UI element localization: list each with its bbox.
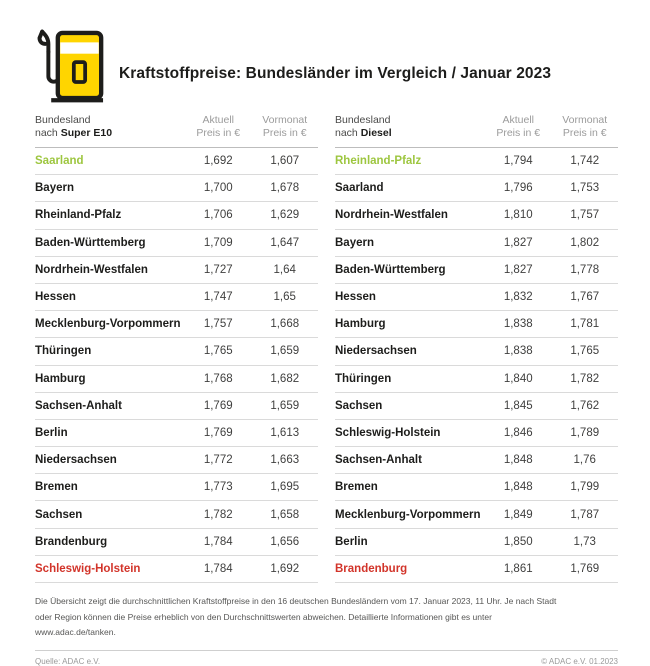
state-name: Schleswig-Holstein <box>35 562 141 575</box>
price-previous: 1,658 <box>270 508 300 521</box>
table-row <box>35 230 318 257</box>
state-name: Bayern <box>335 236 374 249</box>
price-current: 1,782 <box>203 508 233 521</box>
state-name: Baden-Württemberg <box>35 236 146 249</box>
column-header-bundesland <box>35 114 185 140</box>
state-name: Bremen <box>35 481 78 494</box>
header-vormonat: Vormonat <box>262 114 308 126</box>
state-name: Niedersachsen <box>335 345 417 358</box>
table-row <box>335 420 618 447</box>
state-name: Brandenburg <box>335 562 408 575</box>
price-current: 1,706 <box>203 209 233 222</box>
price-previous: 1,695 <box>270 481 300 494</box>
table-row <box>335 447 618 474</box>
price-current: 1,840 <box>503 372 533 385</box>
price-previous: 1,663 <box>270 454 300 467</box>
state-name: Bayern <box>35 182 74 195</box>
state-name: Rheinland-Pfalz <box>335 155 422 168</box>
header-line1: Bundesland <box>35 114 91 126</box>
footnote: Die Übersicht zeigt die durchschnittlichen Kraftstoffpreise in den 16 deutschen Bundesländern vom 17. Januar 2023, 11 Uhr. Je nach Stadt oder Region können die Preise erheblich von den Durchschnittswerten abweichen. Detaillierte Informationen gibt es unter www.adac.de/tanken. <box>35 596 557 637</box>
column-header-vormonat <box>251 114 318 140</box>
price-current: 1,784 <box>203 562 233 575</box>
fuel-type-label: Diesel <box>360 127 392 139</box>
table-header <box>35 114 318 148</box>
table-body <box>335 148 618 583</box>
state-name: Sachsen <box>335 399 383 412</box>
price-current: 1,692 <box>203 155 233 168</box>
table-row <box>335 393 618 420</box>
table-row <box>335 474 618 501</box>
table-row <box>35 529 318 556</box>
state-name: Baden-Württemberg <box>335 263 446 276</box>
header-vormonat-unit: Preis in € <box>562 127 607 139</box>
state-name: Brandenburg <box>35 535 108 548</box>
state-name: Rheinland-Pfalz <box>35 209 122 222</box>
copyright-label: © ADAC e.V. 01.2023 <box>541 656 618 666</box>
price-previous: 1,765 <box>570 345 600 358</box>
state-name: Berlin <box>35 426 68 439</box>
price-table-super-e10 <box>35 114 318 583</box>
price-current: 1,700 <box>203 182 233 195</box>
price-previous: 1,647 <box>270 236 300 249</box>
price-previous: 1,742 <box>570 155 600 168</box>
column-header-aktuell <box>485 114 552 140</box>
price-current: 1,765 <box>203 345 233 358</box>
price-previous: 1,799 <box>570 481 600 494</box>
table-row <box>35 474 318 501</box>
table-row <box>335 338 618 365</box>
page-title: Kraftstoffpreise: Bundesländer im Vergleich / Januar 2023 <box>119 65 552 82</box>
state-name: Schleswig-Holstein <box>335 426 441 439</box>
table-row <box>35 284 318 311</box>
state-name: Saarland <box>35 155 84 168</box>
price-current: 1,796 <box>503 182 533 195</box>
table-row <box>335 230 618 257</box>
table-header <box>335 114 618 148</box>
table-row <box>35 501 318 528</box>
price-previous: 1,659 <box>270 399 300 412</box>
price-current: 1,769 <box>203 399 233 412</box>
table-row <box>335 257 618 284</box>
price-current: 1,861 <box>503 562 533 575</box>
state-name: Sachsen <box>35 508 83 521</box>
price-current: 1,848 <box>503 481 533 494</box>
table-row <box>35 311 318 338</box>
price-table-diesel <box>335 114 618 583</box>
table-row <box>35 202 318 229</box>
price-current: 1,850 <box>503 535 533 548</box>
price-current: 1,832 <box>503 291 533 304</box>
footer-bar <box>35 657 618 666</box>
price-current: 1,757 <box>203 318 233 331</box>
price-previous: 1,692 <box>270 562 300 575</box>
state-name: Hamburg <box>335 318 386 331</box>
table-row <box>335 529 618 556</box>
table-row <box>35 556 318 583</box>
price-previous: 1,778 <box>570 263 600 276</box>
price-current: 1,846 <box>503 426 533 439</box>
state-name: Nordrhein-Westfalen <box>335 209 448 222</box>
price-previous: 1,787 <box>570 508 600 521</box>
price-previous: 1,607 <box>270 155 300 168</box>
table-row <box>335 148 618 175</box>
price-current: 1,709 <box>203 236 233 249</box>
price-previous: 1,64 <box>273 263 296 276</box>
price-current: 1,827 <box>503 263 533 276</box>
state-name: Berlin <box>335 535 368 548</box>
price-previous: 1,757 <box>570 209 600 222</box>
header-line1: Bundesland <box>335 114 391 126</box>
header-line2-prefix: nach <box>335 127 361 139</box>
state-name: Thüringen <box>35 345 92 358</box>
table-row <box>35 338 318 365</box>
state-name: Saarland <box>335 182 384 195</box>
price-previous: 1,73 <box>573 535 596 548</box>
header <box>0 0 650 106</box>
state-name: Hamburg <box>35 372 86 385</box>
table-row <box>35 257 318 284</box>
table-row <box>35 175 318 202</box>
price-current: 1,769 <box>203 426 233 439</box>
column-header-bundesland <box>335 114 485 140</box>
price-previous: 1,668 <box>270 318 300 331</box>
state-name: Sachsen-Anhalt <box>335 454 422 467</box>
state-name: Bremen <box>335 481 378 494</box>
header-aktuell-unit: Preis in € <box>196 127 241 139</box>
table-row <box>35 420 318 447</box>
tables-container <box>35 114 618 583</box>
price-previous: 1,76 <box>573 454 596 467</box>
price-previous: 1,629 <box>270 209 300 222</box>
table-body <box>35 148 318 583</box>
price-current: 1,849 <box>503 508 533 521</box>
state-name: Mecklenburg-Vorpommern <box>335 508 481 521</box>
state-name: Nordrhein-Westfalen <box>35 263 148 276</box>
header-line2-prefix: nach <box>35 127 61 139</box>
column-header-aktuell <box>185 114 252 140</box>
table-row <box>35 148 318 175</box>
price-current: 1,845 <box>503 399 533 412</box>
state-name: Thüringen <box>335 372 392 385</box>
table-row <box>335 311 618 338</box>
price-current: 1,794 <box>503 155 533 168</box>
header-vormonat-unit: Preis in € <box>262 127 307 139</box>
price-current: 1,768 <box>203 372 233 385</box>
header-aktuell-unit: Preis in € <box>496 127 541 139</box>
price-current: 1,784 <box>203 535 233 548</box>
fuel-type-label: Super E10 <box>60 127 113 139</box>
price-previous: 1,753 <box>570 182 600 195</box>
price-current: 1,810 <box>503 209 533 222</box>
price-current: 1,772 <box>203 454 233 467</box>
price-current: 1,838 <box>503 345 533 358</box>
header-aktuell: Aktuell <box>202 114 234 126</box>
price-previous: 1,65 <box>273 291 296 304</box>
table-row <box>335 366 618 393</box>
source-label: Quelle: ADAC e.V. <box>35 656 101 666</box>
table-row <box>335 175 618 202</box>
price-previous: 1,682 <box>270 372 300 385</box>
state-name: Sachsen-Anhalt <box>35 399 122 412</box>
price-previous: 1,802 <box>570 236 600 249</box>
table-row <box>35 447 318 474</box>
table-row <box>335 556 618 583</box>
state-name: Hessen <box>35 291 76 304</box>
state-name: Mecklenburg-Vorpommern <box>35 318 181 331</box>
price-current: 1,848 <box>503 454 533 467</box>
table-row <box>35 393 318 420</box>
price-previous: 1,769 <box>570 562 600 575</box>
header-vormonat: Vormonat <box>562 114 608 126</box>
price-previous: 1,789 <box>570 426 600 439</box>
price-current: 1,827 <box>503 236 533 249</box>
price-previous: 1,781 <box>570 318 600 331</box>
price-current: 1,838 <box>503 318 533 331</box>
price-current: 1,727 <box>203 263 233 276</box>
header-aktuell: Aktuell <box>502 114 534 126</box>
footer-divider <box>35 650 618 651</box>
table-row <box>335 284 618 311</box>
price-previous: 1,678 <box>270 182 300 195</box>
table-row <box>335 202 618 229</box>
price-previous: 1,659 <box>270 345 300 358</box>
price-previous: 1,767 <box>570 291 600 304</box>
table-row <box>35 366 318 393</box>
column-header-vormonat <box>551 114 618 140</box>
price-previous: 1,762 <box>570 399 600 412</box>
table-row <box>335 501 618 528</box>
price-previous: 1,613 <box>270 426 300 439</box>
price-current: 1,747 <box>203 291 233 304</box>
state-name: Niedersachsen <box>35 454 117 467</box>
price-previous: 1,782 <box>570 372 600 385</box>
state-name: Hessen <box>335 291 376 304</box>
fuel-pump-icon <box>38 26 104 109</box>
price-previous: 1,656 <box>270 535 300 548</box>
price-current: 1,773 <box>203 481 233 494</box>
